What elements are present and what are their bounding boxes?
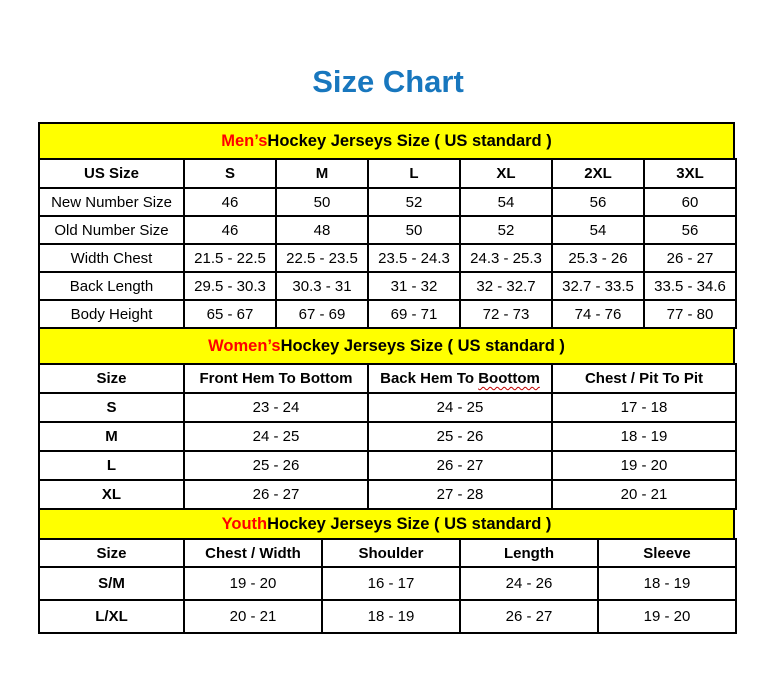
size-value-cell: 65 - 67 [184,300,276,328]
size-value-cell: 19 - 20 [598,600,736,633]
size-value-cell: 18 - 19 [552,422,736,451]
size-value-cell: 56 [552,188,644,216]
size-value-cell: 27 - 28 [368,480,552,509]
youth-section-header [38,508,735,540]
column-header-text: Back Hem To [380,370,479,387]
womens-section-title: Hockey Jerseys Size ( US standard ) [280,336,565,355]
size-value-cell: 19 - 20 [552,451,736,480]
size-value-cell: 21.5 - 22.5 [184,244,276,272]
size-value-cell: 54 [552,216,644,244]
row-label: New Number Size [39,188,184,216]
column-header: S [184,159,276,188]
size-value-cell: 67 - 69 [276,300,368,328]
size-value-cell: 30.3 - 31 [276,272,368,300]
size-value-cell: 16 - 17 [322,567,460,600]
size-value-cell: 56 [644,216,736,244]
size-value-cell: 24 - 25 [184,422,368,451]
table-row [39,480,736,509]
size-value-cell: 26 - 27 [184,480,368,509]
size-value-cell: 60 [644,188,736,216]
size-value-cell: 22.5 - 23.5 [276,244,368,272]
column-header: Size [39,539,184,567]
column-header: Size [39,364,184,393]
column-header: Chest / Pit To Pit [552,364,736,393]
table-row [39,451,736,480]
size-value-cell: 25.3 - 26 [552,244,644,272]
column-header: Sleeve [598,539,736,567]
column-header: Shoulder [322,539,460,567]
size-value-cell: 20 - 21 [552,480,736,509]
table-row [39,244,736,272]
size-value-cell: 54 [460,188,552,216]
size-value-cell: 18 - 19 [598,567,736,600]
row-label: XL [39,480,184,509]
row-label: Back Length [39,272,184,300]
mens-size-table [38,158,737,329]
table-row [39,188,736,216]
size-value-cell: 48 [276,216,368,244]
column-header [368,364,552,393]
womens-section-highlight: Women’s [208,336,281,355]
page-title: Size Chart [312,64,464,99]
size-value-cell: 26 - 27 [644,244,736,272]
womens-section-header [38,327,735,365]
misspelled-word: Boottom [478,370,540,387]
row-label: S/M [39,567,184,600]
size-value-cell: 32 - 32.7 [460,272,552,300]
size-value-cell: 69 - 71 [368,300,460,328]
mens-section-title: Hockey Jerseys Size ( US standard ) [267,131,552,150]
size-value-cell: 26 - 27 [368,451,552,480]
size-value-cell: 52 [460,216,552,244]
column-header: US Size [39,159,184,188]
mens-header-row [39,159,736,188]
size-value-cell: 72 - 73 [460,300,552,328]
row-label: Old Number Size [39,216,184,244]
size-value-cell: 24.3 - 25.3 [460,244,552,272]
size-value-cell: 18 - 19 [322,600,460,633]
table-row [39,393,736,422]
row-label: L/XL [39,600,184,633]
size-value-cell: 52 [368,188,460,216]
size-value-cell: 50 [368,216,460,244]
table-row [39,300,736,328]
size-value-cell: 46 [184,188,276,216]
column-header: 3XL [644,159,736,188]
size-value-cell: 50 [276,188,368,216]
column-header: 2XL [552,159,644,188]
size-value-cell: 17 - 18 [552,393,736,422]
column-header: Front Hem To Bottom [184,364,368,393]
table-row [39,216,736,244]
size-value-cell: 33.5 - 34.6 [644,272,736,300]
size-value-cell: 46 [184,216,276,244]
column-header: L [368,159,460,188]
size-value-cell: 23.5 - 24.3 [368,244,460,272]
size-value-cell: 31 - 32 [368,272,460,300]
size-value-cell: 32.7 - 33.5 [552,272,644,300]
row-label: L [39,451,184,480]
size-value-cell: 20 - 21 [184,600,322,633]
youth-size-table [38,538,737,634]
table-row [39,600,736,633]
womens-header-row [39,364,736,393]
youth-section-highlight: Youth [221,514,268,533]
youth-header-row [39,539,736,567]
size-value-cell: 24 - 25 [368,393,552,422]
mens-section-highlight: Men’s [221,131,268,150]
size-value-cell: 29.5 - 30.3 [184,272,276,300]
womens-size-table [38,363,737,510]
mens-section-header [38,122,735,160]
size-value-cell: 26 - 27 [460,600,598,633]
size-chart [38,122,735,634]
size-value-cell: 19 - 20 [184,567,322,600]
column-header: XL [460,159,552,188]
table-row [39,422,736,451]
table-row [39,567,736,600]
size-value-cell: 77 - 80 [644,300,736,328]
row-label: Width Chest [39,244,184,272]
size-value-cell: 74 - 76 [552,300,644,328]
column-header: Chest / Width [184,539,322,567]
size-value-cell: 25 - 26 [368,422,552,451]
row-label: S [39,393,184,422]
size-value-cell: 24 - 26 [460,567,598,600]
size-value-cell: 25 - 26 [184,451,368,480]
column-header: M [276,159,368,188]
size-value-cell: 23 - 24 [184,393,368,422]
youth-section-title: Hockey Jerseys Size ( US standard ) [267,514,552,533]
table-row [39,272,736,300]
row-label: Body Height [39,300,184,328]
column-header: Length [460,539,598,567]
row-label: M [39,422,184,451]
